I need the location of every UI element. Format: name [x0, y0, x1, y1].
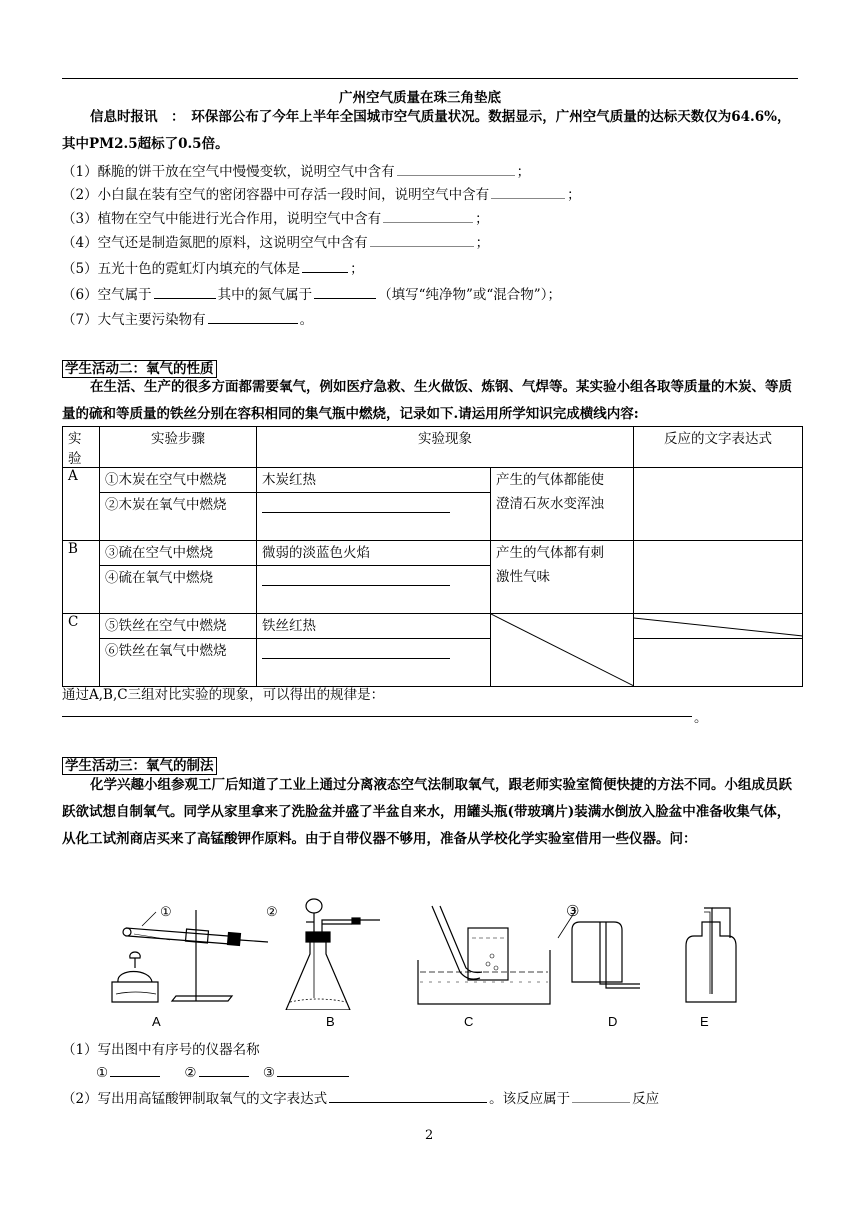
- equation-cell[interactable]: [634, 639, 803, 687]
- label-e: E: [700, 1014, 709, 1029]
- conclusion-prompt: 通过A,B,C三组对比实验的现象，可以得出的规律是：: [62, 687, 385, 703]
- header-cell: 反应的文字表达式: [634, 427, 803, 468]
- answer-blank[interactable]: [277, 1062, 349, 1077]
- activity3-intro: 化学兴趣小组参观工厂后知道了工业上通过分离液态空气法制取氧气，跟老师实验室简便快捷的方法不同。小组成员跃跃欲试想自制氧气。同学从家里拿来了洗脸盆并盛了半盆自来水，用罐头瓶(带玻璃片)装满水倒放入脸盆中准备收集气体，从化工试剂商店买来了高锰酸钾作原料。由于自带仪器不够用，准备从学校化学实验室借用一些仪器。问：: [62, 777, 792, 847]
- crossed-cell-top: [634, 614, 803, 639]
- equation-cell[interactable]: [634, 468, 803, 541]
- table-row: [63, 639, 803, 687]
- question-1: （1）酥脆的饼干放在空气中慢慢变软，说明空气中含有 ；: [62, 160, 530, 180]
- marker-3: ③: [566, 903, 580, 920]
- experiment-table: [62, 426, 803, 687]
- equation-cell[interactable]: [634, 541, 803, 614]
- conclusion-answer-line[interactable]: [62, 716, 692, 717]
- diagonal-line: [491, 614, 634, 686]
- table-row: [63, 468, 803, 493]
- group-id: A: [63, 468, 100, 541]
- header-cell: 实验步骤: [100, 427, 257, 468]
- step-cell: ①木炭在空气中燃烧: [100, 468, 257, 493]
- question-3: （3）植物在空气中能进行光合作用，说明空气中含有 ；: [62, 207, 489, 227]
- header-cell: 实验: [63, 427, 100, 468]
- label-c: C: [464, 1014, 474, 1029]
- common-observation: 产生的气体都有刺 激性气味: [491, 541, 634, 614]
- table-header-row: [63, 427, 803, 468]
- answer-blank[interactable]: [491, 184, 565, 199]
- question-2: （2）小白鼠在装有空气的密闭容器中可存活一段时间，说明空气中含有 ；: [62, 183, 581, 203]
- page-number: 2: [425, 1128, 434, 1143]
- apparatus-a: [112, 910, 268, 1002]
- answer-blank[interactable]: [154, 284, 216, 299]
- apparatus-b: [286, 899, 380, 1010]
- answer-blank[interactable]: [572, 1088, 630, 1103]
- table-row: [63, 614, 803, 639]
- step-cell: ③硫在空气中燃烧: [100, 541, 257, 566]
- header-cell: 实验现象: [257, 427, 634, 468]
- marker-2: ②: [266, 904, 278, 919]
- observation-cell: 木炭红热: [257, 468, 491, 493]
- apparatus-c: [418, 906, 576, 1004]
- answer-blank[interactable]: [383, 208, 473, 223]
- observation-answer[interactable]: [257, 493, 491, 541]
- answer-blank[interactable]: [208, 309, 298, 324]
- label-a: A: [152, 1014, 161, 1029]
- step-cell: ②木炭在氧气中燃烧: [100, 493, 257, 541]
- observation-cell: 微弱的淡蓝色火焰: [257, 541, 491, 566]
- label-b: B: [326, 1014, 335, 1029]
- step-cell: ④硫在氧气中燃烧: [100, 566, 257, 614]
- observation-answer[interactable]: [257, 639, 491, 687]
- info-lead: 信息时报讯 ： 环保部公布了今年上半年全国城市空气质量状况。数据显示，广州空气质量的达标天数仅为64.6%，其中PM2.5超标了0.5倍。: [62, 109, 791, 152]
- activity2-intro: 在生活、生产的很多方面都需要氧气，例如医疗急救、生火做饭、炼钢、气焊等。某实验小组各取等质量的木炭、等质量的硫和等质量的铁丝分别在容积相同的集气瓶中燃烧，记录如下.请运用所学知识完成横线内容:: [62, 379, 792, 422]
- observation-answer[interactable]: [257, 566, 491, 614]
- question-6: （6）空气属于 其中的氮气属于 （填写“纯净物”或“混合物”）；: [62, 283, 561, 303]
- label-d: D: [608, 1014, 618, 1029]
- apparatus-d: [572, 922, 640, 988]
- step-cell: ⑤铁丝在空气中燃烧: [100, 614, 257, 639]
- question-5: （5）五光十色的霓虹灯内填充的气体是 ；: [62, 257, 364, 277]
- table-row: [63, 541, 803, 566]
- answer-blank[interactable]: [314, 284, 376, 299]
- apparatus-e: [686, 908, 736, 1002]
- activity3-q2: （2）写出用高锰酸钾制取氧气的文字表达式 。该反应属于 反应: [62, 1087, 659, 1107]
- header-rule: [62, 78, 798, 79]
- activity2-heading: 学生活动二：氧气的性质: [62, 357, 217, 377]
- page-title: 广州空气质量在珠三角垫底: [339, 90, 501, 106]
- marker-1: ①: [160, 904, 172, 919]
- activity3-q1: （1）写出图中有序号的仪器名称: [62, 1042, 260, 1058]
- answer-blank[interactable]: [302, 258, 348, 273]
- question-7: （7）大气主要污染物有 。: [62, 308, 313, 328]
- group-id: C: [63, 614, 100, 687]
- group-id: B: [63, 541, 100, 614]
- answer-blank[interactable]: [329, 1088, 487, 1103]
- observation-cell: 铁丝红热: [257, 614, 491, 639]
- apparatus-diagram: [100, 898, 750, 1010]
- answer-blank[interactable]: [110, 1062, 160, 1077]
- diagonal-line: [634, 614, 803, 638]
- crossed-cell: [491, 614, 634, 687]
- answer-blank[interactable]: [370, 232, 474, 247]
- conclusion-end: 。: [694, 710, 708, 726]
- answer-blank[interactable]: [397, 161, 515, 176]
- activity3-q1-blanks: ① ② ③: [96, 1062, 351, 1081]
- activity3-heading: 学生活动三：氧气的制法: [62, 754, 217, 774]
- answer-blank[interactable]: [199, 1062, 249, 1077]
- step-cell: ⑥铁丝在氧气中燃烧: [100, 639, 257, 687]
- question-4: （4）空气还是制造氮肥的原料，这说明空气中含有 ；: [62, 231, 489, 251]
- common-observation: 产生的气体都能使 澄清石灰水变浑浊: [491, 468, 634, 541]
